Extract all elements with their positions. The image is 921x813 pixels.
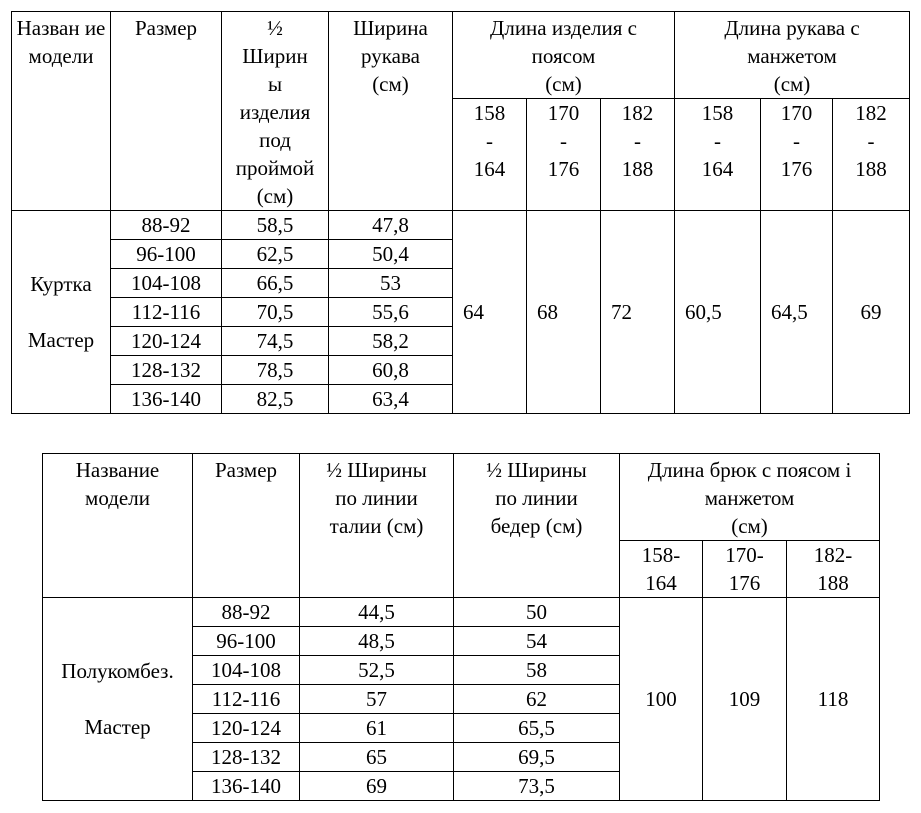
- half-chest-cell: 74,5: [222, 327, 329, 356]
- sleeve-length-182-188-cell: 69: [833, 211, 910, 414]
- header-size: Размер: [111, 12, 222, 211]
- size-cell: 88-92: [193, 598, 300, 627]
- size-cell: 96-100: [111, 240, 222, 269]
- half-waist-cell: 44,5: [300, 598, 454, 627]
- sleeve-width-cell: 60,8: [329, 356, 453, 385]
- sleeve-width-cell: 50,4: [329, 240, 453, 269]
- size-cell: 112-116: [193, 685, 300, 714]
- header-size: Размер: [193, 454, 300, 598]
- size-cell: 128-132: [193, 743, 300, 772]
- header-height-182-188: 182- 188: [787, 541, 880, 598]
- half-chest-cell: 58,5: [222, 211, 329, 240]
- length-158-164-cell: 64: [453, 211, 527, 414]
- sleeve-length-158-164-cell: 60,5: [675, 211, 761, 414]
- half-chest-cell: 62,5: [222, 240, 329, 269]
- half-chest-cell: 82,5: [222, 385, 329, 414]
- header-trouser-length: Длина брюк с поясом і манжетом (см): [620, 454, 880, 541]
- half-hip-cell: 50: [454, 598, 620, 627]
- header-half-waist-width: ½ Ширины по линии талии (см): [300, 454, 454, 598]
- half-hip-cell: 62: [454, 685, 620, 714]
- sleeve-width-cell: 58,2: [329, 327, 453, 356]
- header-sleeve-length: Длина рукава с манжетом (см): [675, 12, 910, 99]
- sleeve-width-cell: 53: [329, 269, 453, 298]
- header-sleeve-height-170-176: 170 - 176: [761, 99, 833, 211]
- half-hip-cell: 69,5: [454, 743, 620, 772]
- size-cell: 120-124: [111, 327, 222, 356]
- half-waist-cell: 61: [300, 714, 454, 743]
- half-waist-cell: 65: [300, 743, 454, 772]
- model-name-cell: Куртка Мастер: [12, 211, 111, 414]
- half-waist-cell: 52,5: [300, 656, 454, 685]
- size-cell: 120-124: [193, 714, 300, 743]
- trouser-length-158-164-cell: 100: [620, 598, 703, 801]
- half-waist-cell: 69: [300, 772, 454, 801]
- half-waist-cell: 48,5: [300, 627, 454, 656]
- length-170-176-cell: 68: [527, 211, 601, 414]
- sleeve-length-170-176-cell: 64,5: [761, 211, 833, 414]
- overalls-size-table: [42, 453, 880, 801]
- trouser-length-170-176-cell: 109: [703, 598, 787, 801]
- size-cell: 96-100: [193, 627, 300, 656]
- sleeve-width-cell: 47,8: [329, 211, 453, 240]
- half-hip-cell: 54: [454, 627, 620, 656]
- jacket-size-table: [11, 11, 910, 414]
- half-chest-cell: 70,5: [222, 298, 329, 327]
- size-cell: 104-108: [193, 656, 300, 685]
- half-chest-cell: 66,5: [222, 269, 329, 298]
- header-model-name: Название модели: [43, 454, 193, 598]
- size-cell: 136-140: [111, 385, 222, 414]
- length-182-188-cell: 72: [601, 211, 675, 414]
- size-cell: 136-140: [193, 772, 300, 801]
- header-height-182-188: 182 - 188: [601, 99, 675, 211]
- size-cell: 104-108: [111, 269, 222, 298]
- half-chest-cell: 78,5: [222, 356, 329, 385]
- half-hip-cell: 65,5: [454, 714, 620, 743]
- half-hip-cell: 58: [454, 656, 620, 685]
- size-cell: 112-116: [111, 298, 222, 327]
- trouser-length-182-188-cell: 118: [787, 598, 880, 801]
- header-sleeve-width: Ширина рукава (см): [329, 12, 453, 211]
- half-hip-cell: 73,5: [454, 772, 620, 801]
- half-waist-cell: 57: [300, 685, 454, 714]
- header-height-170-176: 170- 176: [703, 541, 787, 598]
- header-height-158-164: 158- 164: [620, 541, 703, 598]
- size-cell: 88-92: [111, 211, 222, 240]
- header-height-158-164: 158 - 164: [453, 99, 527, 211]
- header-height-170-176: 170 - 176: [527, 99, 601, 211]
- sleeve-width-cell: 55,6: [329, 298, 453, 327]
- header-half-chest-width: ½ Ширин ы изделия под проймой (см): [222, 12, 329, 211]
- size-cell: 128-132: [111, 356, 222, 385]
- header-half-hip-width: ½ Ширины по линии бедер (см): [454, 454, 620, 598]
- header-sleeve-height-158-164: 158 - 164: [675, 99, 761, 211]
- model-name-cell: Полукомбез. Мастер: [43, 598, 193, 801]
- sleeve-width-cell: 63,4: [329, 385, 453, 414]
- header-sleeve-height-182-188: 182 - 188: [833, 99, 910, 211]
- header-model-name: Назван ие модели: [12, 12, 111, 211]
- header-product-length: Длина изделия с поясом (см): [453, 12, 675, 99]
